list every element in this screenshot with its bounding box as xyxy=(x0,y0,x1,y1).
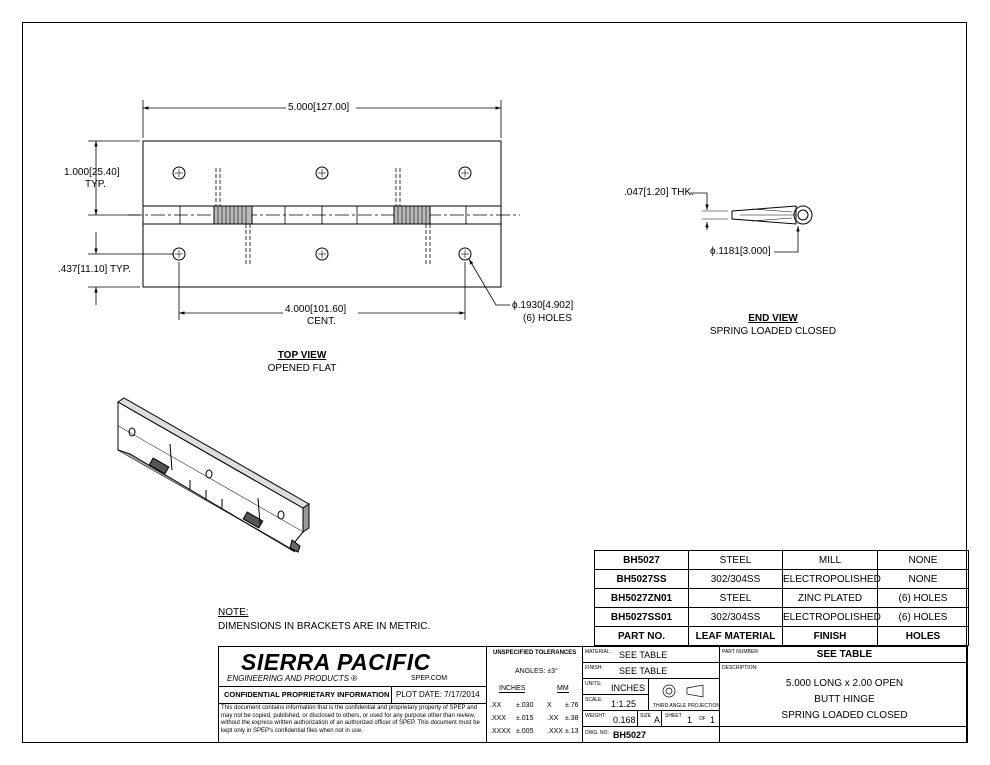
dwg-no-cell xyxy=(582,726,720,743)
company-subtitle: ENGINEERING AND PRODUCTS ® xyxy=(227,674,358,683)
scale-label: SCALE: xyxy=(585,697,603,703)
table-cell: ZINC PLATED xyxy=(783,589,878,608)
company-block xyxy=(218,646,487,687)
dim-pin-diameter: ϕ.1181[3.000] xyxy=(710,246,771,257)
table-cell: ELECTROPOLISHED xyxy=(783,608,878,627)
end-view-title: END VIEW xyxy=(748,313,798,324)
dim-hole-diameter: ϕ.1930[4.902] xyxy=(512,300,574,311)
inches-header: INCHES xyxy=(499,685,526,692)
plot-date: PLOT DATE: 7/17/2014 xyxy=(396,690,480,699)
table-cell: ELECTROPOLISHED xyxy=(783,570,878,589)
dim-length: 5.000[127.00] xyxy=(288,102,350,113)
dim-hole-spacing-note: CENT. xyxy=(307,316,336,327)
angles-tolerance: ANGLES: ±3° xyxy=(515,668,558,675)
table-header: LEAF MATERIAL xyxy=(689,627,783,646)
table-cell: BH5027SS01 xyxy=(595,608,689,627)
dim-leaf-typ: TYP. xyxy=(85,179,106,190)
third-angle-projection-icon xyxy=(659,683,711,699)
size-value: A xyxy=(654,715,661,725)
units-value: INCHES xyxy=(611,683,646,693)
tolerances-block xyxy=(486,646,583,743)
description-text: 5.000 LONG x 2.00 OPEN BUTT HINGE SPRING LOADED CLOSED xyxy=(781,678,908,721)
description-cell xyxy=(719,662,968,727)
weight-value: 0.168 xyxy=(613,715,636,725)
confidential-title-cell xyxy=(218,686,392,704)
mm-header: MM xyxy=(557,685,569,692)
dim-hole-count: (6) HOLES xyxy=(523,313,572,324)
note-title: NOTE: xyxy=(218,607,249,618)
material-label: MATERIAL: xyxy=(585,649,612,655)
table-cell: NONE xyxy=(878,570,969,589)
tolerances-title: UNSPECIFIED TOLERANCES xyxy=(493,650,577,656)
part-number-value: SEE TABLE xyxy=(816,649,873,660)
table-row xyxy=(595,608,969,627)
table-cell: 302/304SS xyxy=(689,570,783,589)
end-view-hinge xyxy=(690,193,812,252)
table-cell: (6) HOLES xyxy=(878,608,969,627)
finish-value: SEE TABLE xyxy=(619,666,668,676)
confidential-text: This document contains information that is the confidential and proprietary property of SPEP and may not be copied, published, or disclosed to others, or used for any purpose other than review, without the express written authorization of an authorized officer of SPEP. This document must be kept only in SPEP's confidential files when not in use. xyxy=(221,705,480,734)
finish-cell xyxy=(582,662,720,679)
note-text: DIMENSIONS IN BRACKETS ARE IN METRIC. xyxy=(218,621,431,632)
sheet-value: 1 xyxy=(687,715,693,725)
units-label: UNITS: xyxy=(585,681,602,687)
part-number-label: PART NUMBER: xyxy=(722,649,760,655)
top-view-subtitle: OPENED FLAT xyxy=(267,363,337,374)
part-number-cell xyxy=(719,646,968,663)
sheet-cell xyxy=(661,710,720,727)
units-cell xyxy=(582,678,649,695)
size-cell xyxy=(637,710,662,727)
scale-cell xyxy=(582,694,649,711)
sheet-total: 1 xyxy=(710,715,716,725)
projection-cell xyxy=(648,678,720,711)
size-label: SIZE xyxy=(640,713,652,719)
table-row xyxy=(595,570,969,589)
table-cell: (6) HOLES xyxy=(878,589,969,608)
blank-cell xyxy=(719,726,968,743)
table-header: FINISH xyxy=(783,627,878,646)
weight-label: WEIGHT: xyxy=(585,713,606,719)
sheet-label: SHEET xyxy=(665,713,682,719)
confidential-text-cell xyxy=(218,703,487,743)
table-cell: STEEL xyxy=(689,589,783,608)
finish-label: FINISH: xyxy=(585,665,603,671)
scale-value: 1:1.25 xyxy=(611,699,637,709)
table-row xyxy=(595,589,969,608)
top-view-title: TOP VIEW xyxy=(277,350,327,361)
dim-hole-spacing: 4.000[101.60] xyxy=(285,304,347,315)
table-cell: STEEL xyxy=(689,551,783,570)
dwg-no-value: BH5027 xyxy=(613,730,647,740)
table-cell: BH5027ZN01 xyxy=(595,589,689,608)
table-header: PART NO. xyxy=(595,627,689,646)
projection-label: THIRD ANGLE PROJECTION xyxy=(653,703,720,709)
company-name: SIERRA PACIFIC xyxy=(241,649,431,675)
end-view-subtitle: SPRING LOADED CLOSED xyxy=(709,326,837,337)
company-website: SPEP.COM xyxy=(411,675,448,682)
material-cell xyxy=(582,646,720,663)
mm-tolerances: X ±.76 .XX ±.38 .XXX ±.13 xyxy=(547,702,579,735)
table-cell: 302/304SS xyxy=(689,608,783,627)
isometric-hinge-view xyxy=(118,398,309,552)
table-cell: NONE xyxy=(878,551,969,570)
table-row xyxy=(595,551,969,570)
material-value: SEE TABLE xyxy=(619,650,668,660)
table-cell: BH5027 xyxy=(595,551,689,570)
dwg-label: DWG. NO: xyxy=(585,730,609,736)
of-label: OF xyxy=(699,716,706,722)
table-cell: MILL xyxy=(783,551,878,570)
dim-hole-edge: .437[11.10] TYP. xyxy=(58,264,131,275)
table-cell: BH5027SS xyxy=(595,570,689,589)
parts-table xyxy=(594,550,969,646)
confidential-title: CONFIDENTIAL PROPRIETARY INFORMATION xyxy=(224,690,390,699)
dim-thickness: .047[1.20] THK. xyxy=(624,187,694,198)
table-header-row xyxy=(595,627,969,646)
plot-date-cell xyxy=(391,686,487,704)
weight-cell xyxy=(582,710,638,727)
inch-tolerances: .XX ±.030 .XXX ±.015 .XXXX ±.005 xyxy=(490,702,534,735)
description-label: DESCRIPTION: xyxy=(722,665,758,671)
top-view-hinge xyxy=(128,141,520,287)
table-header: HOLES xyxy=(878,627,969,646)
dim-leaf-width: 1.000[25.40] xyxy=(64,167,120,178)
